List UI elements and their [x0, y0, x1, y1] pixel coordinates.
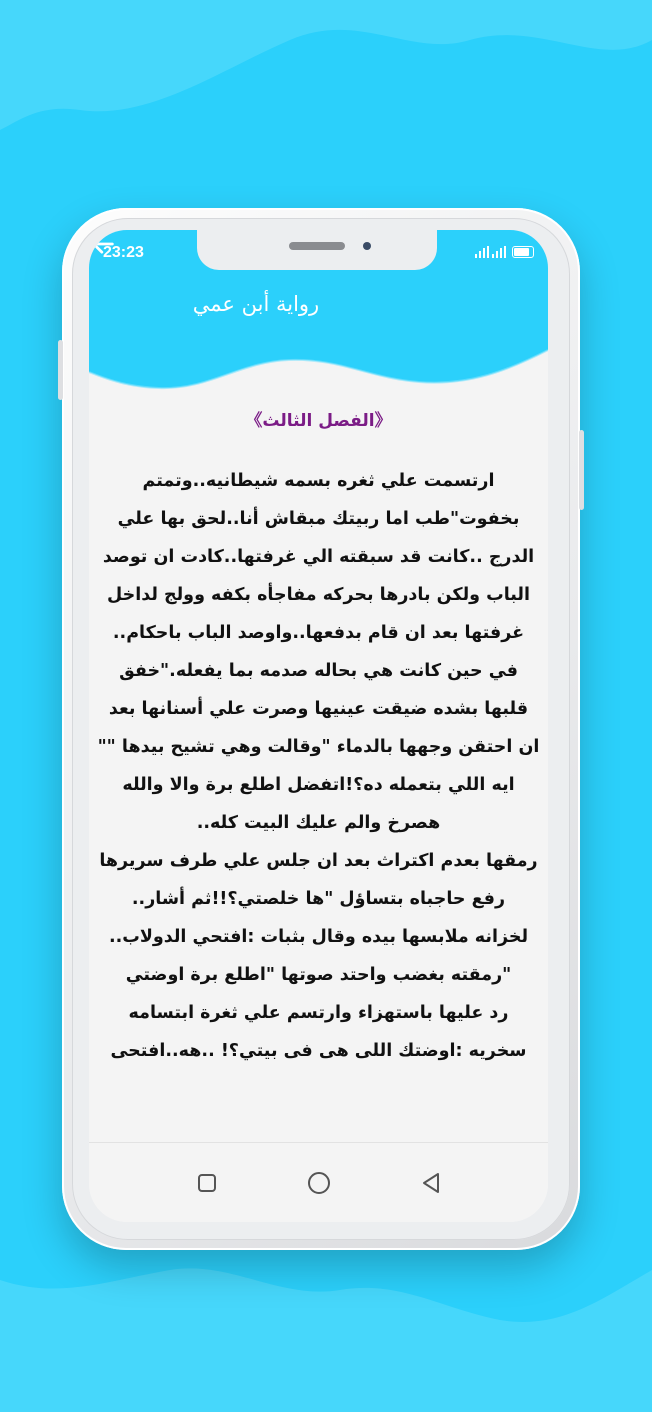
home-circle-icon[interactable]	[299, 1163, 339, 1203]
phone-side-button-left	[58, 340, 63, 400]
phone-screen	[89, 230, 548, 1222]
chapter-body-text: ارتسمت علي ثغره بسمه شيطانيه..وتمتم بخفوت"طب اما ربيتك مبقاش أنا..لحق بها علي الدرج ..كانت قد سبقته الي غرفتها..كادت ان توصد الباب ولكن بادرها بحركه مفاجأه بكفه وولج لداخل غرفتها بعد ان قام بدفعها..واوصد الباب باحكام.. في حين كانت هي بحاله صدمه بما يفعله."خفق قلبها بشده ضيقت عينيها وصرت علي أسنانها بعد ان احتقن وجهها بالدماء "وقالت وهي تشيح بيدها "" ايه اللي بتعمله ده؟!اتفضل اطلع برة والا والله هصرخ والم عليك البيت كله.. رمقها بعدم اكتراث بعد ان جلس علي طرف سريرها رفع حاجباه بتساؤل "ها خلصتي؟!!ثم أشار.. لخزانه ملابسها بيده وقال بثبات :افتحي الدولاب.. "رمقته بغضب واحتد صوتها "اطلع برة اوضتي رد عليها باستهزاء وارتسم علي ثغرة ابتسامه سخريه :اوضتك اللى هى فى بيتي؟! ..هه..افتحى	[97, 471, 540, 1061]
app-bar	[89, 230, 548, 400]
chapter-content[interactable]	[89, 400, 548, 1142]
speaker-grille	[289, 242, 345, 250]
navigation-bar	[89, 1142, 548, 1222]
recents-square-icon[interactable]	[187, 1163, 227, 1203]
front-camera	[363, 242, 371, 250]
signal-icon-2	[492, 246, 506, 258]
back-triangle-icon[interactable]	[411, 1163, 451, 1203]
page-title: رواية أبن عمي	[192, 292, 320, 316]
phone-side-button-right	[579, 430, 584, 510]
screen-notch	[197, 230, 437, 270]
chapter-title: 《الفصل الثالث》	[245, 411, 392, 431]
signal-icon	[475, 246, 489, 258]
status-icons	[475, 246, 534, 258]
battery-icon	[512, 246, 534, 258]
back-arrow-icon[interactable]	[89, 230, 117, 258]
status-time: 23:23	[103, 244, 144, 261]
